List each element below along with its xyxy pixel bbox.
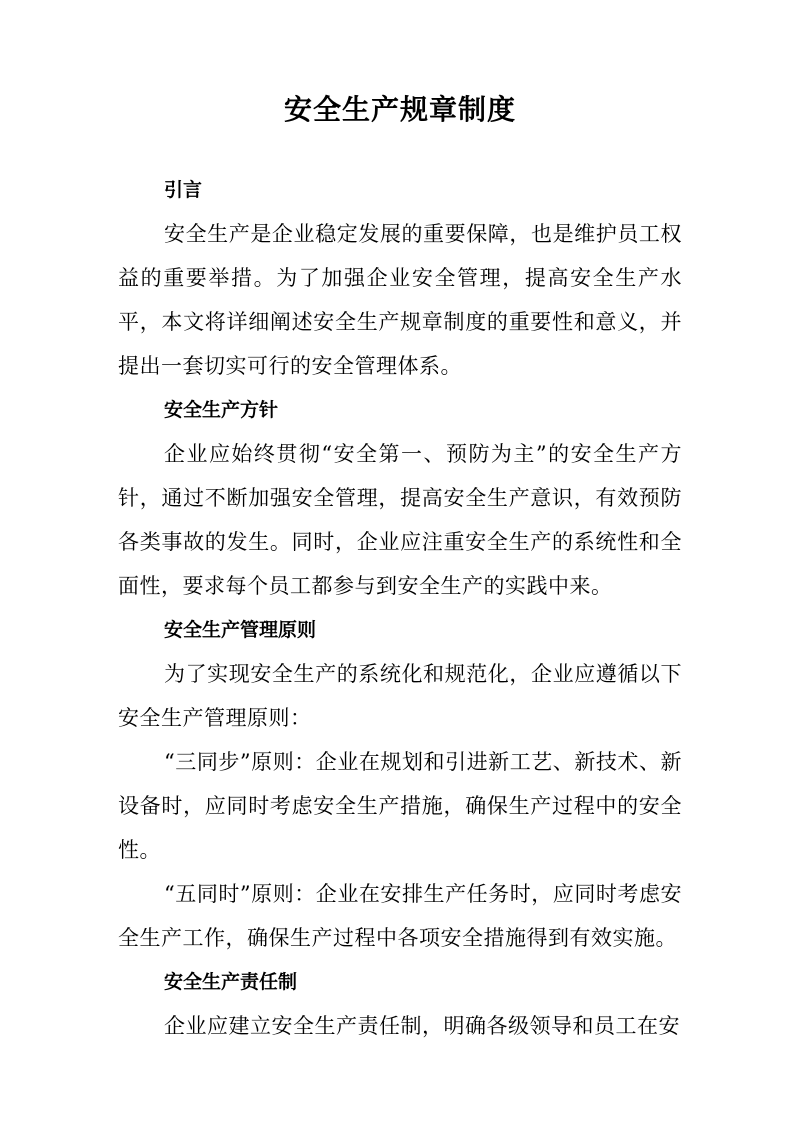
paragraph-intro: 安全生产是企业稳定发展的重要保障，也是维护员工权益的重要举措。为了加强企业安全管理，提高安全生产水平，本文将详细阐述安全生产规章制度的重要性和意义，并提出一套切实可行的安全管理体系。 (118, 222, 682, 378)
section-heading-principles: 安全生产管理原则 (164, 619, 317, 641)
document-title: 安全生产规章制度 (283, 93, 516, 126)
section-heading-responsibility: 安全生产责任制 (164, 971, 298, 993)
paragraph-five-simultaneous: “五同时”原则：企业在安排生产任务时，应同时考虑安全生产工作，确保生产过程中各项安全措施得到有效实施。 (118, 882, 682, 950)
paragraph-principles-intro: 为了实现安全生产的系统化和规范化，企业应遵循以下安全生产管理原则： (118, 662, 682, 730)
paragraph-three-sync: “三同步”原则：企业在规划和引进新工艺、新技术、新设备时，应同时考虑安全生产措施，确保生产过程中的安全性。 (118, 750, 682, 862)
paragraph-responsibility: 企业应建立安全生产责任制，明确各级领导和员工在安 (164, 1014, 680, 1038)
section-heading-policy: 安全生产方针 (164, 399, 279, 421)
section-heading-intro: 引言 (164, 179, 203, 201)
paragraph-policy: 企业应始终贯彻“安全第一、预防为主”的安全生产方针，通过不断加强安全管理，提高安全生产意识，有效预防各类事故的发生。同时，企业应注重安全生产的系统性和全面性，要求每个员工都参与到安全生产的实践中来。 (118, 442, 682, 598)
